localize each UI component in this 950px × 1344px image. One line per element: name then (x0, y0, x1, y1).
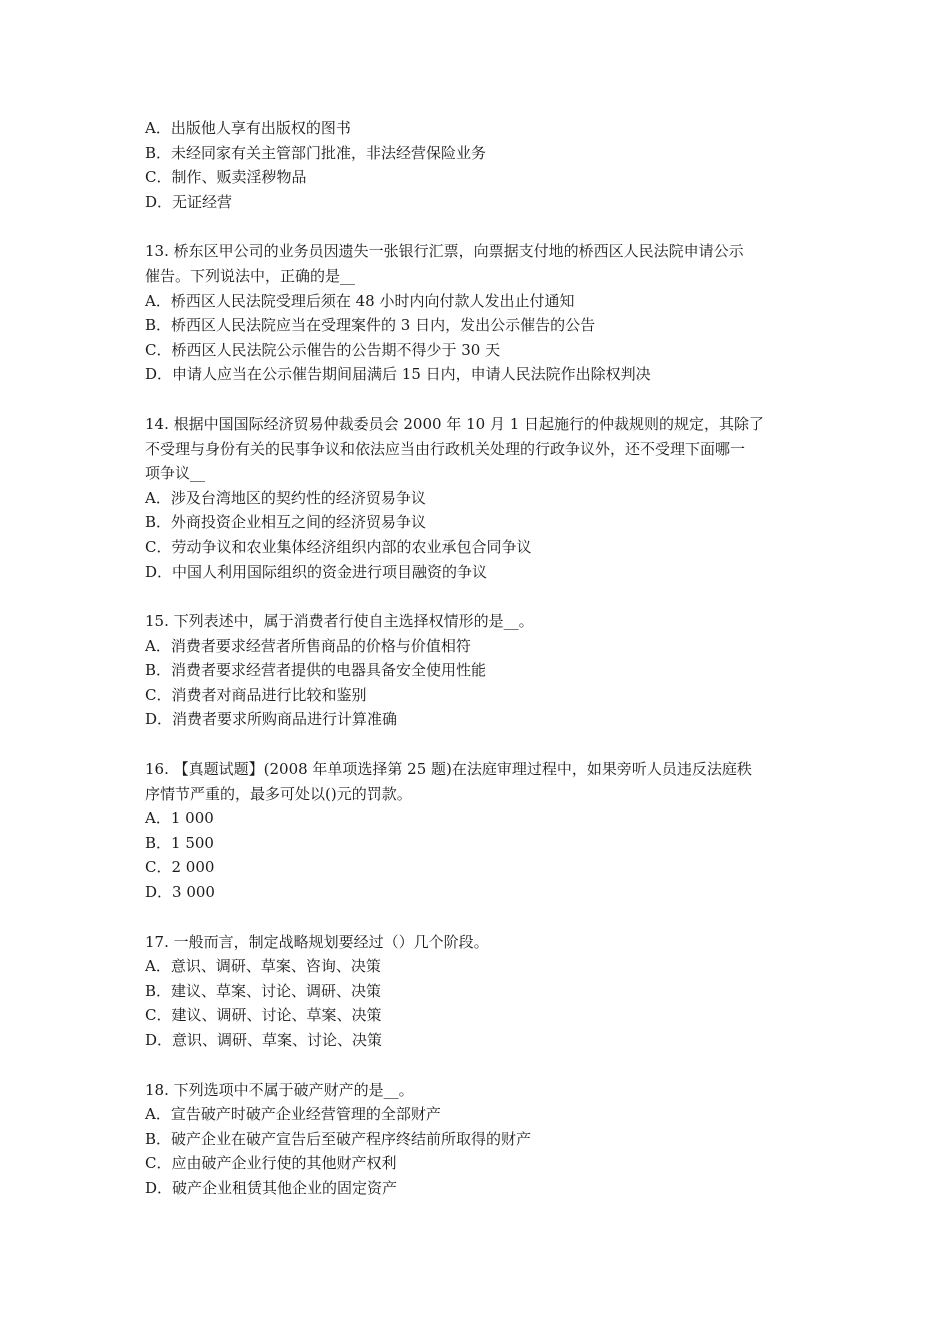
option-d: D．申请人应当在公示催告期间届满后 15 日内，申请人民法院作出除权判决 (145, 365, 651, 384)
question-stem-line: 不受理与身份有关的民事争议和依法应当由行政机关处理的行政争议外，还不受理下面哪一 (145, 439, 746, 458)
option-b: B．消费者要求经营者提供的电器具备安全使用性能 (145, 661, 487, 680)
question-stem-line: 催告。下列说法中，正确的是__ (145, 266, 356, 285)
question-stem-line: 18. 下列选项中不属于破产财产的是__。 (145, 1080, 414, 1099)
option-b: B．建议、草案、讨论、调研、决策 (145, 981, 382, 1000)
option-b: B．未经同家有关主管部门批准，非法经营保险业务 (145, 143, 487, 162)
option-c: C．制作、贩卖淫秽物品 (145, 168, 307, 187)
option-c: C．劳动争议和农业集体经济组织内部的农业承包合同争议 (145, 537, 532, 556)
option-a: A．宣告破产时破产企业经营管理的全部财产 (145, 1105, 441, 1124)
option-b: B．外商投资企业相互之间的经济贸易争议 (145, 513, 427, 532)
document-page (145, 116, 810, 1201)
option-d: D．3 000 (145, 883, 215, 902)
question-stem-line: 序情节严重的，最多可处以()元的罚款。 (145, 784, 412, 803)
option-d: D．意识、调研、草案、讨论、决策 (145, 1031, 383, 1049)
spacer (145, 1053, 810, 1078)
option-c: C．消费者对商品进行比较和鉴别 (145, 685, 367, 704)
spacer (145, 732, 810, 757)
option-d: D．中国人利用国际组织的资金进行项目融资的争议 (145, 562, 488, 581)
question-16 (145, 757, 810, 905)
option-a: A．意识、调研、草案、咨询、决策 (145, 957, 381, 976)
question-stem-line: 13. 桥东区甲公司的业务员因遗失一张银行汇票，向票据支付地的桥西区人民法院申请公示 (145, 242, 744, 261)
question-12-options (145, 116, 810, 214)
question-17 (145, 930, 810, 1053)
question-stem-line: 14. 根据中国国际经济贸易仲裁委员会 2000 年 10 月 1 日起施行的仲裁规则的规定，其除了 (145, 414, 765, 433)
spacer (145, 214, 810, 239)
question-13 (145, 239, 810, 387)
option-b: B．1 500 (145, 833, 214, 852)
option-a: A．出版他人享有出版权的图书 (145, 119, 351, 137)
option-a: A．1 000 (145, 809, 214, 828)
question-stem-line: 17. 一般而言，制定战略规划要经过（）几个阶段。 (145, 932, 489, 951)
option-c: C．建议、调研、讨论、草案、决策 (145, 1006, 382, 1025)
option-b: B．破产企业在破产宣告后至破产程序终结前所取得的财产 (145, 1129, 532, 1148)
spacer (145, 387, 810, 412)
option-c: C．2 000 (145, 858, 215, 877)
option-c: C．应由破产企业行使的其他财产权利 (145, 1154, 397, 1173)
spacer (145, 584, 810, 609)
option-d: D．消费者要求所购商品进行计算准确 (145, 710, 398, 729)
question-stem-line: 项争议__ (145, 464, 206, 483)
spacer (145, 905, 810, 930)
question-15 (145, 609, 810, 732)
option-b: B．桥西区人民法院应当在受理案件的 3 日内，发出公示催告的公告 (145, 316, 596, 335)
option-d: D．破产企业租赁其他企业的固定资产 (145, 1178, 398, 1197)
option-c: C．桥西区人民法院公示催告的公告期不得少于 30 天 (145, 340, 501, 359)
option-a: A．涉及台湾地区的契约性的经济贸易争议 (145, 488, 426, 507)
question-14 (145, 412, 810, 584)
question-stem-line: 15. 下列表述中，属于消费者行使自主选择权情形的是__。 (145, 612, 534, 631)
question-18 (145, 1078, 810, 1201)
option-a: A．桥西区人民法院受理后须在 48 小时内向付款人发出止付通知 (145, 291, 575, 310)
question-stem-line: 16. 【真题试题】(2008 年单项选择第 25 题)在法庭审理过程中，如果旁听人员违反法庭秩 (145, 760, 752, 779)
option-d: D．无证经营 (145, 192, 233, 211)
option-a: A．消费者要求经营者所售商品的价格与价值相符 (145, 636, 471, 655)
